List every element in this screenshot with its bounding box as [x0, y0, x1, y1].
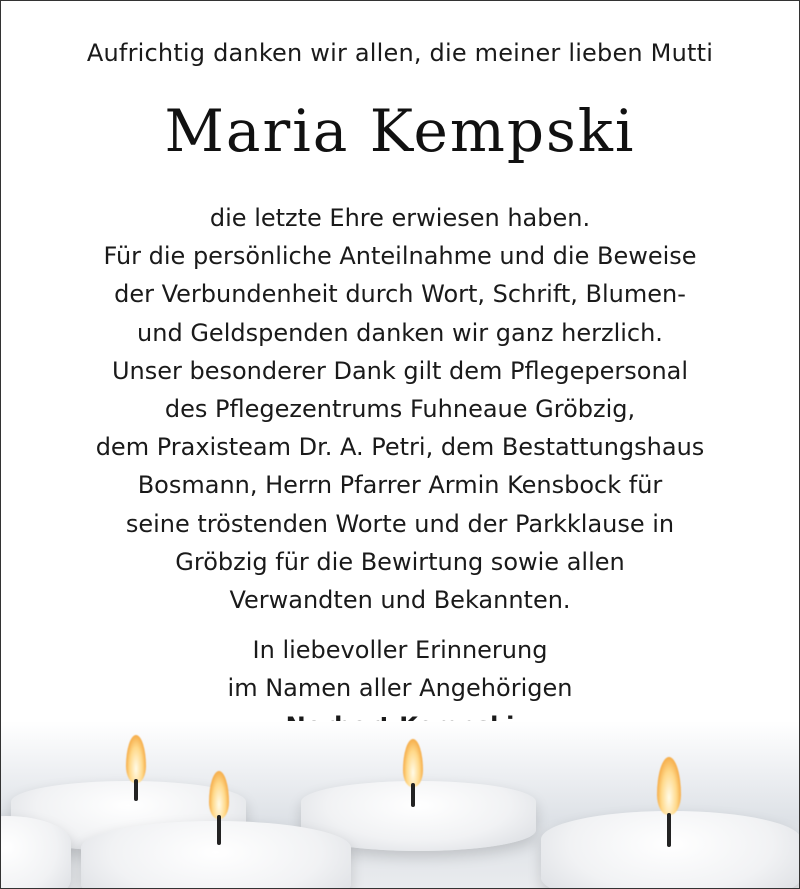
candles-photo — [1, 721, 799, 888]
intro-text: Aufrichtig danken wir allen, die meiner lieben Mutti — [86, 39, 714, 67]
body-line: die letzte Ehre erwiesen haben. — [209, 204, 591, 232]
body-line: Für die persönliche Anteilnahme und die Beweise — [103, 242, 697, 271]
body-line: Verwandten und Bekannten. — [229, 586, 571, 615]
wick — [411, 783, 415, 807]
wick — [217, 815, 221, 845]
flame-icon — [209, 771, 229, 819]
wick — [667, 813, 671, 847]
body-line: der Verbundenheit durch Wort, Schrift, Blumen- — [114, 280, 686, 309]
body-line: Unser besonderer Dank gilt dem Pflegepersonal — [111, 356, 689, 385]
flame-icon — [403, 739, 423, 787]
body-line: dem Praxisteam Dr. A. Petri, dem Bestattungshaus — [95, 433, 705, 462]
closing-line: im Namen aller Angehörigen — [227, 674, 573, 702]
closing-line: In liebevoller Erinnerung — [252, 636, 548, 664]
body-line: Gröbzig für die Bewirtung sowie allen — [175, 547, 625, 576]
body-line: Bosmann, Herrn Pfarrer Armin Kensbock für — [137, 471, 663, 500]
body-line: seine tröstenden Worte und der Parkklause in — [125, 509, 675, 538]
flame-icon — [657, 757, 681, 815]
body-line: und Geldspenden danken wir ganz herzlich. — [137, 318, 663, 347]
wick — [134, 779, 138, 801]
body-line: des Pflegezentrums Fuhneaue Gröbzig, — [164, 395, 636, 424]
deceased-name: Maria Kempski — [164, 97, 636, 165]
flame-icon — [126, 735, 146, 783]
thanks-body — [1, 199, 799, 619]
candle — [81, 821, 351, 889]
